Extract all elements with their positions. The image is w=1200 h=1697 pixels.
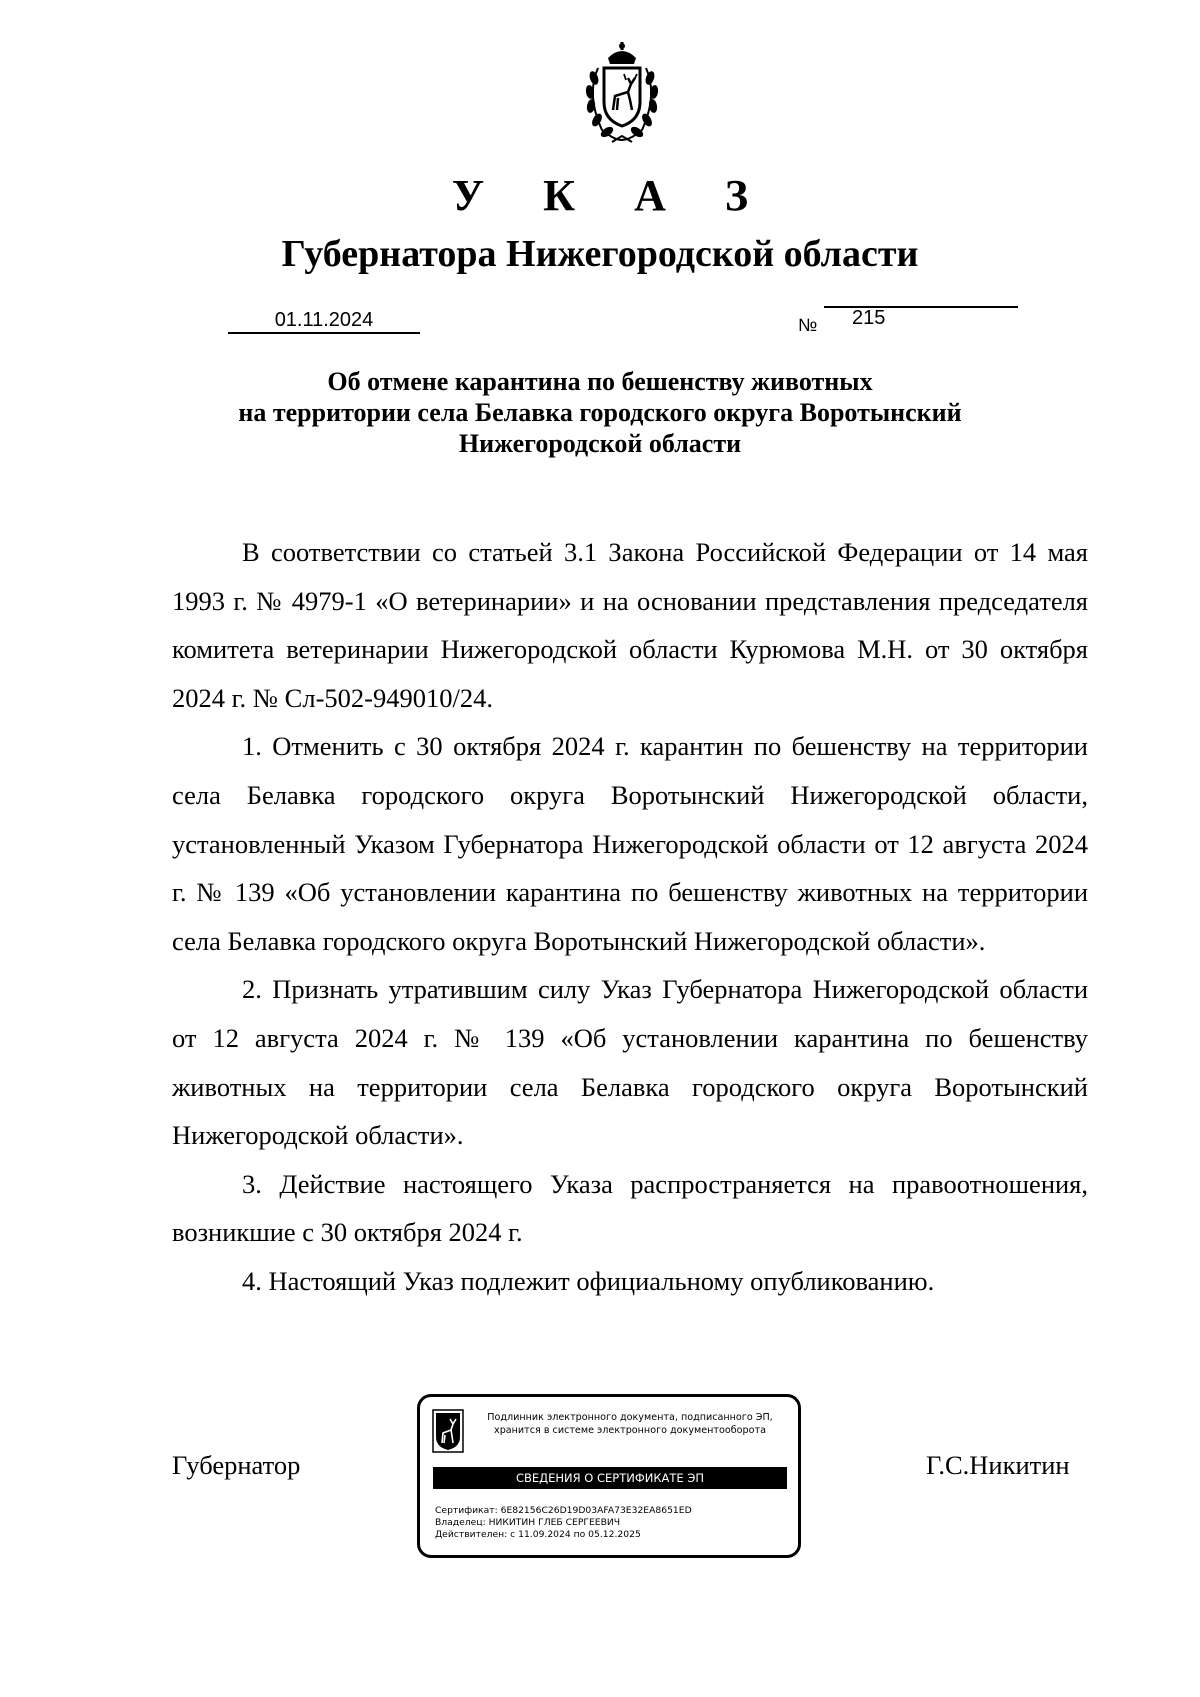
- decree-number: 215: [852, 307, 886, 329]
- certificate-serial: Сертификат: 6E82156C26D19D03AFA73E32EA8651ED: [435, 1505, 692, 1516]
- stamp-notice-line: хранится в системе электронного документооборота: [494, 1425, 766, 1436]
- deer-shield-icon: [432, 1409, 464, 1453]
- subject-line: Нижегородской области: [458, 429, 742, 458]
- decree-subject: [160, 366, 1040, 459]
- document-type-title: У К А З: [451, 171, 773, 220]
- body-paragraph-1: 1. Отменить с 30 октября 2024 г. карантин по бешенству на территории села Белавка городского округа Воротынский Нижегородской области, установленный Указом Губернатора Нижегородской области от 12 августа 2024 г. № 139 «Об установлении карантина по бешенству животных на территории села Белавка городского округа Воротынский Нижегородской области».: [172, 731, 1088, 956]
- signatory-role: Губернатор: [172, 1450, 301, 1480]
- certificate-validity: Действителен: с 11.09.2024 по 05.12.2025: [435, 1529, 641, 1540]
- stamp-notice-line: Подлинник электронного документа, подписанного ЭП,: [487, 1412, 773, 1423]
- body-paragraph-3: 3. Действие настоящего Указа распространяется на правоотношения, возникшие с 30 октября 2024 г.: [172, 1168, 1088, 1248]
- electronic-signature-stamp: [417, 1394, 801, 1558]
- decree-body: [172, 528, 1088, 1306]
- issuer-title: Губернатора Нижегородской области: [281, 233, 919, 275]
- certificate-details: [435, 1505, 692, 1541]
- subject-line: Об отмене карантина по бешенству животных: [327, 367, 873, 396]
- certificate-info-header: СВЕДЕНИЯ О СЕРТИФИКАТЕ ЭП: [433, 1467, 787, 1489]
- certificate-owner: Владелец: НИКИТИН ГЛЕБ СЕРГЕЕВИЧ: [435, 1517, 621, 1528]
- signatory-name: Г.С.Никитин: [926, 1450, 1070, 1480]
- subject-line: на территории села Белавка городского округа Воротынский: [238, 398, 962, 427]
- body-paragraph-2: 2. Признать утратившим силу Указ Губернатора Нижегородской области от 12 августа 2024 г. № 139 «Об установлении карантина по бешенству животных на территории села Белавка городского округа Воротынский Нижегородской области».: [172, 974, 1088, 1151]
- number-sign: №: [798, 315, 818, 335]
- body-paragraph-preamble: В соответствии со статьей 3.1 Закона Российской Федерации от 14 мая 1993 г. № 4979-1 «О ветеринарии» и на основании представления председателя комитета ветеринарии Нижегородской области Курюмова М.Н. от 30 октября 2024 г. № Сл-502-949010/24.: [172, 537, 1088, 713]
- body-paragraph-4: 4. Настоящий Указ подлежит официальному опубликованию.: [242, 1265, 935, 1296]
- stamp-notice: [470, 1411, 790, 1437]
- decree-date: 01.11.2024: [228, 308, 420, 334]
- coat-of-arms-icon: [568, 40, 676, 148]
